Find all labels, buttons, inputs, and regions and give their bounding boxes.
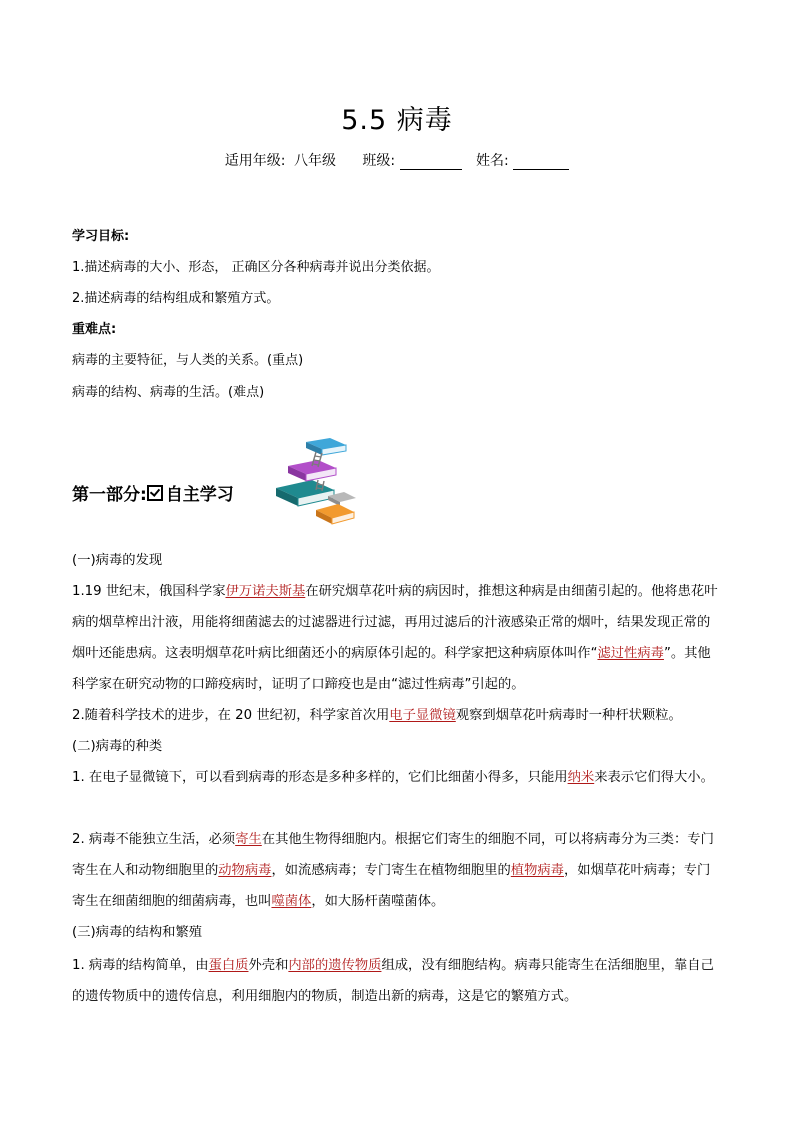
paragraph bbox=[72, 576, 722, 700]
answer-text: 动物病毒 bbox=[218, 863, 272, 878]
section-heading: (一)病毒的发现 bbox=[72, 553, 163, 568]
grade-value: 八年级 bbox=[293, 153, 336, 169]
text-run: ，如烟草花叶病毒；专门寄生在细菌细胞的细菌病毒，也叫 bbox=[72, 863, 711, 909]
section-heading: (三)病毒的结构和繁殖 bbox=[72, 925, 203, 940]
text-run: 2.随着科学技术的进步，在 20 世纪初，科学家首次用 bbox=[72, 708, 390, 723]
name-blank[interactable] bbox=[513, 155, 569, 170]
part-one-label: 第一部分: bbox=[72, 485, 147, 505]
paragraph bbox=[72, 762, 722, 793]
paragraph bbox=[72, 950, 722, 1012]
name-label: 姓名: bbox=[476, 153, 509, 169]
text-run: 2. 病毒不能独立生活，必须 bbox=[72, 832, 236, 847]
answer-text: 内部的遗传物质 bbox=[288, 958, 382, 973]
answer-text: 寄生 bbox=[235, 832, 262, 847]
checkbox-icon bbox=[147, 485, 163, 501]
objective-item: 2.描述病毒的结构组成和繁殖方式。 bbox=[72, 291, 280, 306]
objective-item: 1.描述病毒的大小、形态， 正确区分各种病毒并说出分类依据。 bbox=[72, 260, 440, 275]
answer-text: 滤过性病毒 bbox=[597, 646, 664, 661]
part-one-title bbox=[72, 480, 234, 505]
text-run: 1.19 世纪末，俄国科学家 bbox=[72, 584, 226, 599]
grade-label: 适用年级: bbox=[224, 153, 286, 169]
text-run: 1. 在电子显微镜下，可以看到病毒的形态是多种多样的，它们比细菌小得多，只能用 bbox=[72, 770, 568, 785]
text-run: 在其他生物得细胞内。根据它们寄生的细胞不同，可以将病毒分为三类：专门寄生在人和动物细胞里的 bbox=[72, 832, 714, 878]
books-illustration-icon bbox=[272, 436, 362, 528]
answer-text: 伊万诺夫斯基 bbox=[225, 584, 306, 599]
paragraph bbox=[72, 700, 722, 731]
answer-text: 蛋白质 bbox=[208, 958, 249, 973]
answer-text: 纳米 bbox=[567, 770, 595, 785]
class-label: 班级: bbox=[362, 153, 396, 169]
answer-text: 植物病毒 bbox=[510, 863, 564, 878]
text-run: ，如流感病毒；专门寄生在植物细胞里的 bbox=[271, 863, 511, 878]
answer-text: 噬菌体 bbox=[271, 894, 312, 909]
student-info-line bbox=[0, 150, 794, 170]
text-run: 观察到烟草花叶病毒时一种杆状颗粒。 bbox=[455, 708, 682, 723]
text-run: ，如大肠杆菌噬菌体。 bbox=[311, 894, 445, 909]
text-run: 1. 病毒的结构简单，由 bbox=[72, 958, 209, 973]
text-run: 组成，没有细胞结构。病毒只能寄生在活细胞里，靠自己的遗传物质中的遗传信息，利用细胞内的物质，制造出新的病毒，这是它的繁殖方式。 bbox=[72, 958, 714, 1004]
key-point-item: 病毒的主要特征，与人类的关系。(重点) bbox=[72, 353, 304, 368]
text-run: 来表示它们得大小。 bbox=[594, 770, 714, 785]
key-points-heading: 重难点: bbox=[72, 322, 117, 337]
objectives-heading: 学习目标: bbox=[72, 229, 130, 244]
page-title: 5.5 病毒 bbox=[341, 105, 453, 136]
class-blank[interactable] bbox=[400, 155, 462, 170]
paragraph bbox=[72, 824, 722, 917]
text-run: 外壳和 bbox=[248, 958, 289, 973]
section-heading: (二)病毒的种类 bbox=[72, 739, 163, 754]
answer-text: 电子显微镜 bbox=[389, 708, 456, 723]
part-one-label-tail: 自主学习 bbox=[165, 485, 234, 505]
text-run: ”。其他科学家在研究动物的口蹄疫病时，证明了口蹄疫也是由“滤过性病毒”引起的。 bbox=[72, 646, 711, 692]
key-point-item: 病毒的结构、病毒的生活。(难点) bbox=[72, 385, 265, 400]
text-run: 在研究烟草花叶病的病因时，推想这种病是由细菌引起的。他将患花叶病的烟草榨出汁液，用能将细菌滤去的过滤器进行过滤，再用过滤后的汁液感染正常的烟叶，结果发现正常的烟叶还能患病。这表明烟草花叶病比细菌还小的病原体引起的。科学家把这种病原体叫作“ bbox=[72, 584, 718, 661]
